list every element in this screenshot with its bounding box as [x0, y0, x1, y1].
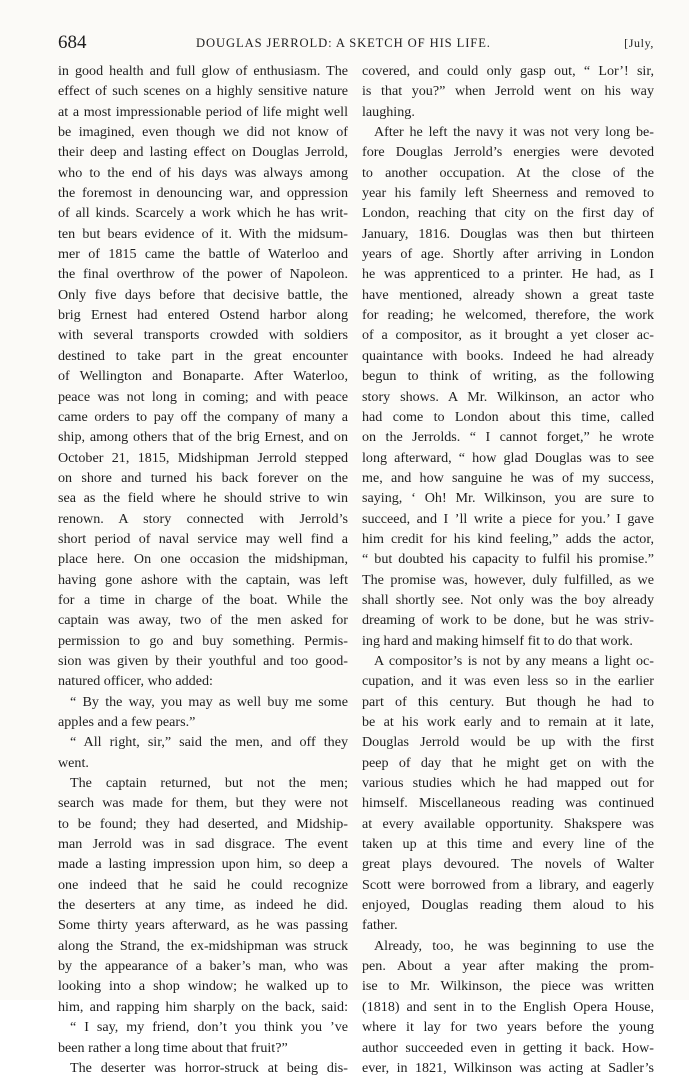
text-line: of all kinds. Scarcely a work which he has writ- [58, 205, 348, 222]
text-line: Some thirty years afterward, as he was passing [58, 917, 348, 934]
text-line: himself. Miscellaneous reading was continued [362, 795, 654, 812]
text-line: various studies which he had mapped out for [362, 775, 654, 792]
text-line: brig Ernest had entered Ostend harbor along [58, 307, 348, 324]
text-line: man Jerrold was in sad disgrace. The event [58, 836, 348, 853]
text-line: January, 1816. Douglas was then but thirteen [362, 225, 654, 242]
text-line: laughing. [362, 103, 415, 120]
text-line: saying, ‘ Oh! Mr. Wilkinson, you are sure to [362, 490, 654, 507]
text-line: place here. On one occasion the midshipman, [58, 551, 348, 568]
text-line: came orders to pay off the company of many a [58, 408, 348, 425]
text-line: he was apprenticed to a printer. He had, as I [362, 266, 654, 283]
text-line: covered, and could only gasp out, “ Lor’! sir, [362, 63, 654, 79]
running-title: DOUGLAS JERROLD: A SKETCH OF HIS LIFE. [196, 36, 491, 50]
text-line: the deserters at any time, as indeed he did. [58, 897, 348, 914]
text-line: the final overthrow of the power of Napoleon. [58, 266, 348, 283]
text-line: went. [58, 754, 89, 771]
text-line: October 21, 1815, Midshipman Jerrold stepped [58, 449, 348, 466]
text-line: made a lasting impression upon him, so deep a [58, 856, 348, 873]
text-line: “ All right, sir,” said the men, and off they [70, 734, 348, 751]
text-line: A compositor’s is not by any means a light oc- [374, 652, 654, 669]
text-line: have mentioned, already shown a great taste [362, 286, 654, 303]
text-line: captain was away, two of the men asked for [58, 612, 348, 629]
text-line: begun to think of writing, as the following [362, 368, 654, 385]
text-line: Douglas Jerrold would be up with the first [362, 734, 654, 751]
text-line: one indeed that he said he could recognize [58, 876, 348, 893]
text-line: “ but doubted his capacity to fulfil his promise.” [362, 551, 654, 568]
text-line: where it lay for two years before the young [362, 1019, 654, 1036]
text-line: apples and a few pears.” [58, 714, 196, 730]
text-line: me, and how sanguine he was of my success, [362, 469, 654, 486]
text-line: quaintance with books. Indeed he had already [362, 347, 654, 364]
text-line: (1818) and sent in to the English Opera House, [362, 998, 654, 1015]
text-line: search was made for them, but they were not [58, 795, 348, 812]
text-line: author succeeded even in getting it back. How- [362, 1039, 654, 1056]
text-line: is that you?” when Jerrold went on his way [362, 83, 654, 100]
text-line: enjoyed, Douglas reading them aloud to his [362, 897, 654, 914]
text-line: London, reaching that city on the first day of [362, 205, 654, 222]
page-number: 684 [58, 32, 87, 53]
text-line: at every available opportunity. Shakspere was [362, 815, 654, 832]
text-line: on shore and turned his back forever on the [58, 469, 348, 486]
text-line: the foremost in denouncing war, and oppression [58, 185, 348, 202]
text-line: destined to take part in the great encounter [58, 347, 348, 364]
text-line: had come to London about this time, called [362, 408, 654, 425]
text-line: of a compositor, as it brought a yet closer ac- [362, 327, 654, 344]
text-line: story shows. A Mr. Wilkinson, an actor who [362, 388, 654, 405]
text-line: year his family left Sheerness and removed to [362, 185, 654, 202]
text-line: father. [362, 917, 398, 934]
text-line: be at his work early and to remain at it late, [362, 714, 654, 730]
text-line: him credit for his kind feeling,” adds the actor, [362, 530, 654, 547]
text-line: Scott were borrowed from a library, and eagerly [362, 876, 654, 893]
text-line: who to the end of his days was always among [58, 164, 348, 181]
text-line: The promise was, however, duly fulfilled, as we [362, 571, 654, 588]
text-line: ever, in 1821, Wilkinson was acting at Sadler’s [362, 1059, 654, 1076]
text-line: fore Douglas Jerrold’s energies were devoted [362, 144, 654, 161]
issue-month: [July, [624, 36, 654, 50]
text-line: along the Strand, the ex-midshipman was struck [58, 937, 348, 954]
text-line: be imagined, even though we did not know of [58, 124, 348, 141]
text-line: “ I say, my friend, don’t you think you ’ve [70, 1019, 348, 1036]
text-line: sea as the field where he should strive to win [58, 490, 348, 507]
right-text-column [362, 61, 654, 1078]
text-line: peep of day that he might get on with the [362, 754, 654, 771]
text-line: been rather a long time about that fruit?” [58, 1039, 288, 1056]
text-line: shall shortly see. Not only was the boy already [362, 591, 654, 608]
text-line: with several transports crowded with soldiers [58, 327, 348, 344]
text-line: taken up at this time and every line of the [362, 836, 654, 853]
text-line: permission to go and buy something. Permis- [58, 632, 348, 649]
text-line: long afterward, “ how glad Douglas was to see [362, 449, 654, 466]
text-line: looking into a shop window; he walked up to [58, 978, 348, 995]
text-line: renown. A story connected with Jerrold’s [58, 510, 348, 527]
text-line: Only five days before that decisive battle, the [58, 286, 348, 303]
left-text-column [58, 61, 348, 1078]
text-line: part of this century. But though he had to [362, 693, 654, 710]
text-line: cupation, and it was even less so in the earlier [362, 673, 654, 690]
text-line: great plays devoured. The novels of Walter [362, 856, 654, 873]
running-header [58, 32, 654, 54]
text-line: for a time in charge of the boat. While the [58, 591, 348, 608]
text-line: to another occupation. At the close of the [362, 164, 654, 181]
text-line: ing hard and making himself fit to do that work. [362, 632, 633, 649]
text-line: ship, among others that of the brig Ernest, and on [58, 429, 348, 446]
text-line: pen. About a year after making the prom- [362, 958, 654, 975]
text-line: short period of naval service may well find a [58, 530, 348, 547]
text-line: sion was given by their youthful and too good- [58, 652, 348, 669]
text-line: to be found; they had deserted, and Midship- [58, 815, 348, 832]
text-line: “ By the way, you may as well buy me some [70, 693, 348, 710]
text-line: mer of 1815 came the battle of Waterloo and [58, 246, 348, 263]
text-line: effect of such scenes on a highly sensitive nature [58, 83, 348, 100]
text-line: peace was not long in coming; and with peace [58, 388, 348, 405]
text-line: natured officer, who added: [58, 673, 213, 690]
text-line: of Wellington and Bonaparte. After Waterloo, [58, 368, 348, 385]
text-line: their deep and lasting effect on Douglas Jerrold, [58, 144, 348, 161]
text-line: at a most impressionable period of life might well [58, 103, 348, 120]
text-line: by the appearance of a baker’s man, who was [58, 958, 348, 975]
text-line: After he left the navy it was not very long be- [374, 124, 654, 141]
text-line: ise to Mr. Wilkinson, the piece was written [362, 978, 654, 995]
text-line: in good health and full glow of enthusiasm. The [58, 63, 348, 79]
text-line: The deserter was horror-struck at being dis- [70, 1059, 348, 1076]
text-line: having gone ashore with the captain, was left [58, 571, 348, 588]
text-line: years of age. Shortly after arriving in London [362, 246, 654, 263]
text-line: ten but bears evidence of it. With the midsum- [58, 225, 348, 242]
text-line: him, and rapping him sharply on the back, said: [58, 998, 348, 1015]
text-line: The captain returned, but not the men; [70, 775, 348, 792]
text-line: Already, too, he was beginning to use the [374, 937, 654, 954]
text-line: dreaming of work to be done, but he was striv- [362, 612, 654, 629]
text-line: on the Jerrolds. “ I cannot forget,” he wrote [362, 429, 654, 446]
text-line: for reading; he welcomed, therefore, the work [362, 307, 654, 324]
text-line: succeed, and I ’ll write a piece for you.’ I gave [362, 510, 654, 527]
